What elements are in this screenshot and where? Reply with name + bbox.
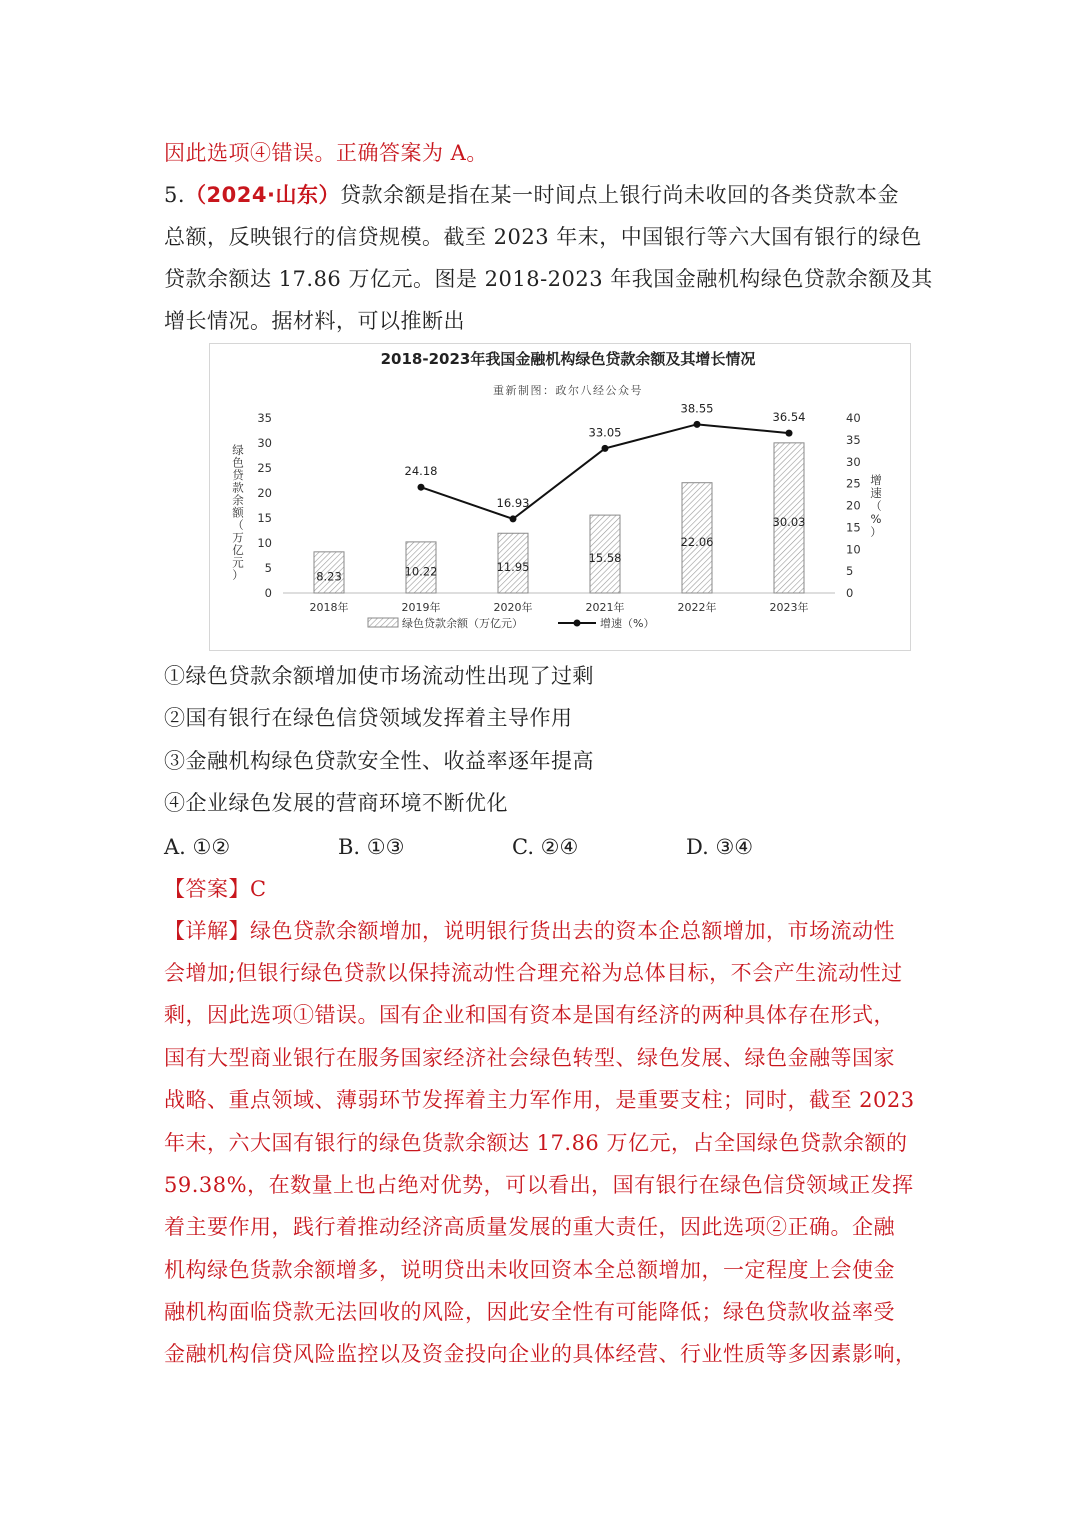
option-1: ①绿色贷款余额增加使市场流动性出现了过剩 — [164, 664, 594, 688]
question-5-line-1 — [164, 180, 899, 210]
growth-value-label: 36.54 — [772, 410, 806, 425]
detail-line-9: 机构绿色货款余额增多，说明贷出未收回资本全总额增加，一定程度上会使金 — [164, 1258, 895, 1282]
bar-value-label: 15.58 — [588, 551, 622, 566]
question-number: 5. — [164, 183, 186, 207]
x-tick-label: 2019年 — [401, 601, 441, 614]
detail-line-8: 着主要作用，践行着推动经济高质量发展的重大责任，因此选项②正确。企融 — [164, 1215, 895, 1239]
detail-line-6: 年末，六大国有银行的绿色货款余额达 17.86 万亿元，占全国绿色贷款余额的 — [164, 1131, 908, 1155]
detail-line-5: 战略、重点领域、薄弱环节发挥着主力军作用，是重要支柱；同时，截至 2023 — [164, 1088, 915, 1112]
growth-value-label: 33.05 — [588, 425, 622, 440]
detail-line-2: 会增加;但银行绿色贷款以保持流动性合理充裕为总体目标，不会产生流动性过 — [164, 961, 903, 985]
option-3: ③金融机构绿色贷款安全性、收益率逐年提高 — [164, 749, 594, 773]
y2-tick-label: 40 — [846, 411, 861, 425]
detail-line-11: 金融机构信贷风险监控以及资金投向企业的具体经营、行业性质等多因素影响， — [164, 1342, 917, 1366]
chart-plot-area — [257, 401, 860, 614]
y2-axis-label — [870, 473, 882, 539]
chart-subtitle: 重新制图：政尔八经公众号 — [493, 384, 643, 397]
bar-value-label: 30.03 — [772, 514, 806, 529]
bar-value-label: 22.06 — [680, 534, 714, 549]
y-tick-label: 25 — [257, 461, 272, 475]
y-tick-label: 10 — [257, 536, 272, 550]
legend-bar-label: 绿色贷款余额（万亿元） — [402, 617, 523, 630]
x-tick-label: 2018年 — [309, 601, 349, 614]
y2-tick-label: 35 — [846, 432, 861, 447]
y-tick-label: 15 — [257, 511, 272, 525]
y-axis-label — [232, 443, 244, 582]
y2-tick-label: 30 — [846, 454, 861, 469]
y-tick-label: 20 — [257, 486, 272, 500]
y2-axis-label-text: 增速（%） — [870, 473, 882, 539]
answer-choices — [164, 832, 864, 862]
detail-line-4: 国有大型商业银行在服务国家经济社会绿色转型、绿色发展、绿色金融等国家 — [164, 1046, 895, 1070]
answer-tag: 【答案】 — [164, 877, 250, 901]
detail-line-7: 59.38%，在数量上也占绝对优势，可以看出，国有银行在绿色信贷领域正发挥 — [164, 1173, 914, 1197]
bar-value-label: 11.95 — [496, 560, 530, 575]
y-tick-label: 5 — [264, 561, 272, 575]
legend-line-label: 增速（%） — [600, 617, 655, 630]
y-tick-label: 30 — [257, 436, 272, 450]
option-2: ②国有银行在绿色信贷领域发挥着主导作用 — [164, 706, 573, 730]
question-5-line-3: 贷款余额达 17.86 万亿元。图是 2018-2023 年我国金融机构绿色贷款余额及其 — [164, 267, 933, 291]
legend-line-marker — [574, 620, 581, 627]
choice-c[interactable]: C. ②④ — [512, 835, 579, 859]
answer-line — [164, 874, 267, 904]
detail-line-3: 剩，因此选项①错误。国有企业和国有资本是国有经济的两种具体存在形式， — [164, 1003, 895, 1027]
growth-value-label: 24.18 — [404, 464, 438, 479]
answer-value: C — [250, 877, 267, 901]
choice-a[interactable]: A. ①② — [164, 835, 231, 859]
y-tick-label: 0 — [264, 586, 272, 600]
x-tick-label: 2021年 — [585, 601, 625, 614]
legend-bar-swatch — [368, 618, 398, 627]
chart-title: 2018-2023年我国金融机构绿色贷款余额及其增长情况 — [380, 350, 756, 368]
growth-value-label: 38.55 — [680, 401, 714, 416]
question-5-line-2: 总额，反映银行的信贷规模。截至 2023 年末，中国银行等六大国有银行的绿色 — [164, 225, 922, 249]
y2-tick-label: 5 — [846, 564, 854, 579]
chart-legend — [368, 616, 654, 630]
question-5-line-4: 增长情况。据材料，可以推断出 — [164, 309, 465, 333]
previous-answer-line: 因此选项④错误。正确答案为 A。 — [164, 141, 488, 165]
bar-value-label: 10.22 — [404, 564, 438, 579]
detail-tag: 【详解】 — [164, 919, 250, 943]
detail-line-1 — [164, 916, 895, 946]
growth-point — [510, 515, 517, 522]
y-axis-label-text: 绿色贷款余额（万亿元） — [232, 443, 244, 582]
y2-tick-label: 25 — [846, 476, 861, 491]
y2-tick-label: 0 — [846, 586, 854, 600]
growth-point — [418, 484, 425, 491]
growth-point — [786, 430, 793, 437]
question-source: （2024·山东） — [185, 183, 340, 207]
growth-point — [694, 421, 701, 428]
y-tick-label: 35 — [257, 411, 272, 425]
x-tick-label: 2020年 — [493, 601, 533, 614]
question-text-1: 贷款余额是指在某一时间点上银行尚未收回的各类贷款本金 — [339, 183, 899, 207]
option-4: ④企业绿色发展的营商环境不断优化 — [164, 791, 508, 815]
choice-b[interactable]: B. ①③ — [338, 835, 405, 859]
x-tick-label: 2022年 — [677, 601, 717, 614]
y2-tick-label: 10 — [846, 542, 861, 557]
detail-text-1: 绿色贷款余额增加，说明银行货出去的资本企总额增加，市场流动性 — [250, 919, 895, 943]
choice-d[interactable]: D. ③④ — [686, 835, 754, 859]
detail-line-10: 融机构面临贷款无法回收的风险，因此安全性有可能降低；绿色贷款收益率受 — [164, 1300, 895, 1324]
x-tick-label: 2023年 — [769, 601, 809, 614]
growth-point — [602, 445, 609, 452]
green-loan-chart — [209, 343, 911, 651]
growth-value-label: 16.93 — [496, 495, 530, 510]
y2-tick-label: 20 — [846, 498, 861, 513]
bar-value-label: 8.23 — [316, 569, 342, 584]
chart-svg — [210, 344, 910, 650]
y2-tick-label: 15 — [846, 520, 861, 535]
